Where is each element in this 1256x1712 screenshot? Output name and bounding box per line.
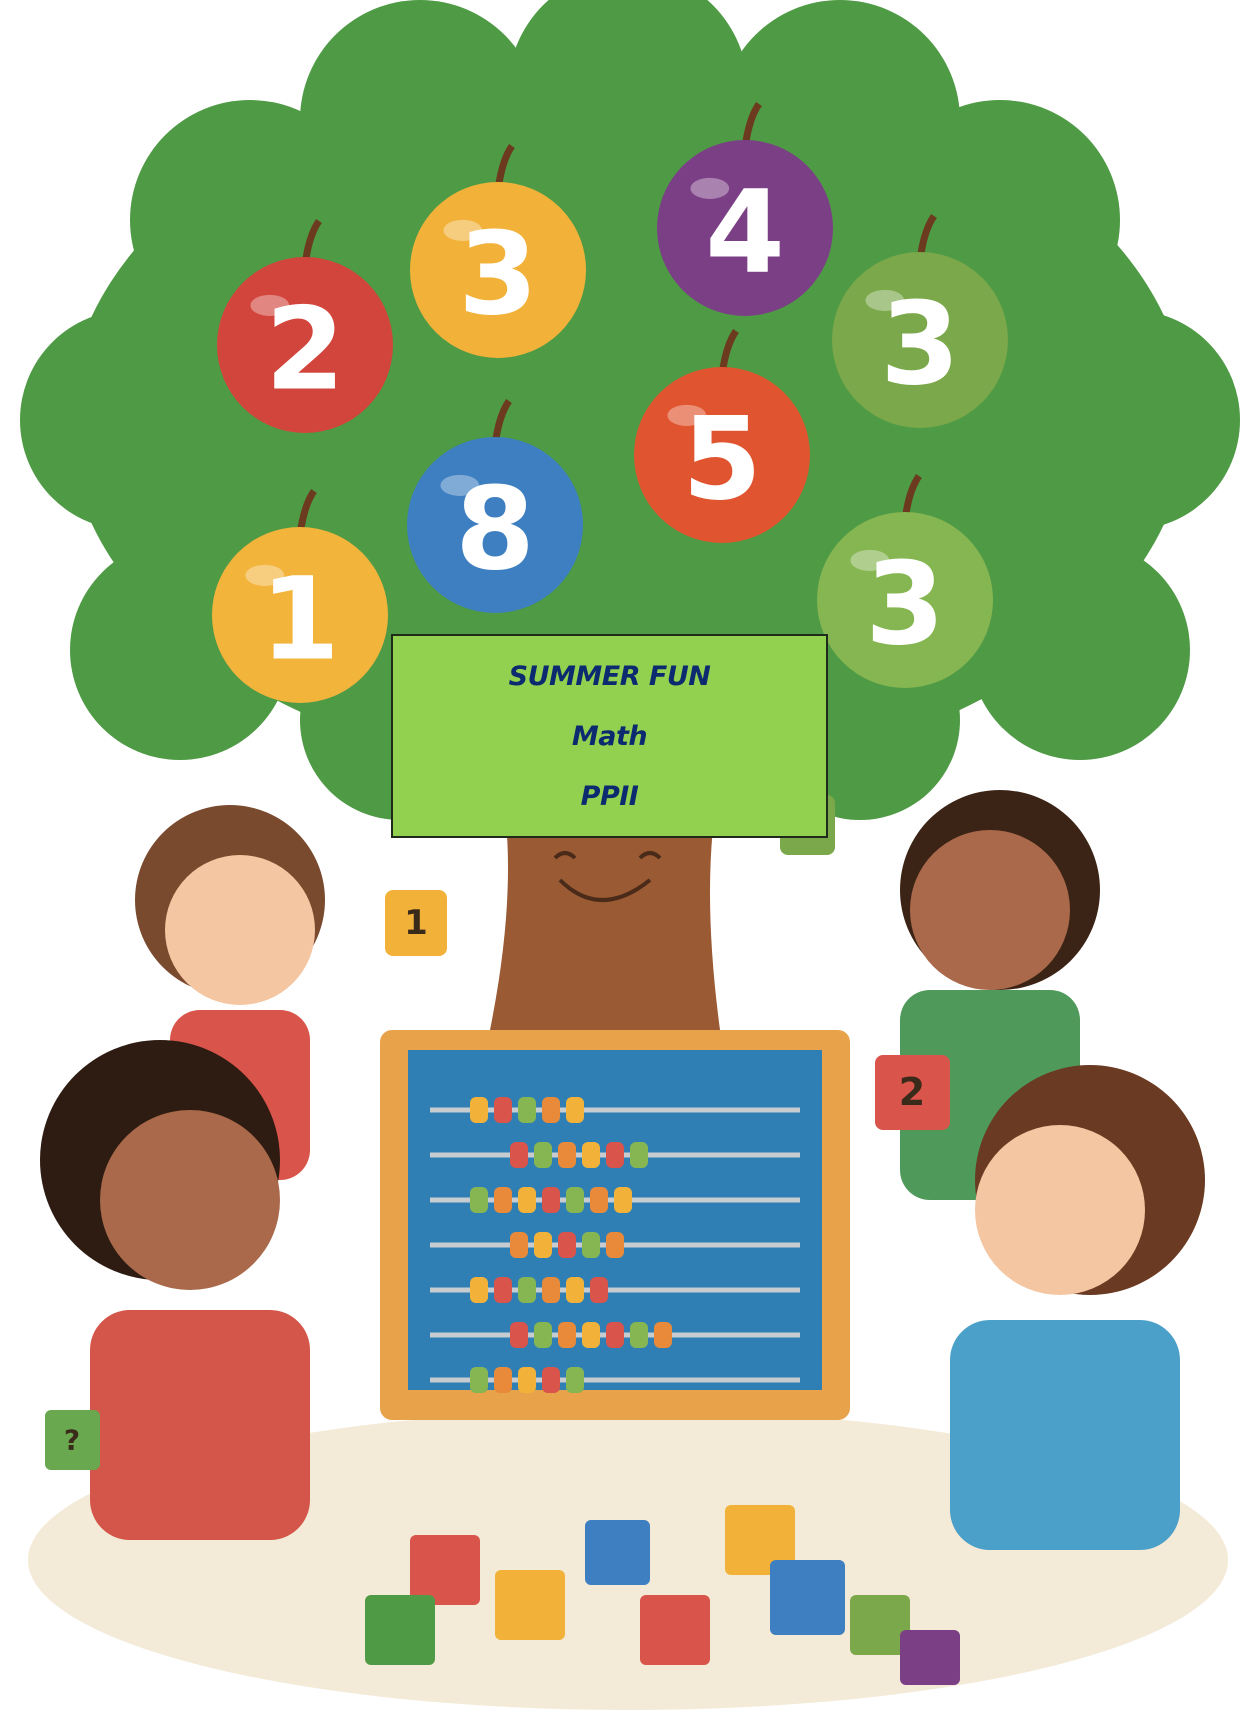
abacus-bead xyxy=(558,1142,576,1168)
floor-block-mark: ? xyxy=(63,1423,81,1457)
apple-number: 8 xyxy=(455,462,535,596)
abacus-bead xyxy=(518,1277,536,1303)
abacus-bead xyxy=(470,1367,488,1393)
abacus-bead xyxy=(542,1097,560,1123)
apple-number: 3 xyxy=(458,207,538,341)
abacus-bead xyxy=(470,1277,488,1303)
abacus-bead xyxy=(606,1142,624,1168)
apple-number: 3 xyxy=(880,277,960,411)
abacus-bead xyxy=(566,1097,584,1123)
apple-number: 3 xyxy=(865,537,945,671)
abacus-bead xyxy=(470,1187,488,1213)
held-block-3 xyxy=(875,1055,950,1130)
cover-title-box xyxy=(391,634,828,838)
abacus-bead xyxy=(518,1367,536,1393)
abacus-bead xyxy=(614,1187,632,1213)
abacus-bead xyxy=(510,1142,528,1168)
abacus-bead xyxy=(630,1142,648,1168)
abacus-bead xyxy=(630,1322,648,1348)
abacus-bead xyxy=(558,1322,576,1348)
abacus-bead xyxy=(494,1367,512,1393)
child-bottom-right xyxy=(950,1065,1205,1550)
abacus-bead xyxy=(582,1322,600,1348)
apple-number: 1 xyxy=(260,552,340,686)
abacus-bead xyxy=(606,1322,624,1348)
abacus xyxy=(380,1030,850,1420)
cover-title: SUMMER FUN xyxy=(508,660,711,692)
abacus-bead xyxy=(534,1142,552,1168)
cover-level: PPII xyxy=(580,780,639,812)
held-block-3-number: 2 xyxy=(898,1070,926,1114)
abacus-bead xyxy=(494,1277,512,1303)
abacus-bead xyxy=(558,1232,576,1258)
held-block-1-number: 1 xyxy=(404,903,428,943)
held-block-1 xyxy=(385,890,447,956)
abacus-bead xyxy=(654,1322,672,1348)
abacus-bead xyxy=(494,1097,512,1123)
abacus-bead xyxy=(542,1187,560,1213)
abacus-bead xyxy=(510,1232,528,1258)
abacus-bead xyxy=(582,1142,600,1168)
abacus-bead xyxy=(510,1322,528,1348)
abacus-bead xyxy=(590,1277,608,1303)
abacus-bead xyxy=(542,1277,560,1303)
abacus-bead xyxy=(582,1232,600,1258)
abacus-bead xyxy=(534,1322,552,1348)
abacus-bead xyxy=(494,1187,512,1213)
abacus-bead xyxy=(606,1232,624,1258)
abacus-bead xyxy=(590,1187,608,1213)
apple-number: 4 xyxy=(705,165,785,299)
apple-number: 5 xyxy=(682,392,762,526)
abacus-bead xyxy=(518,1097,536,1123)
abacus-bead xyxy=(470,1097,488,1123)
abacus-bead xyxy=(542,1367,560,1393)
abacus-bead xyxy=(534,1232,552,1258)
abacus-bead xyxy=(566,1277,584,1303)
abacus-bead xyxy=(518,1187,536,1213)
abacus-bead xyxy=(566,1187,584,1213)
cover-subject: Math xyxy=(571,720,648,752)
apple-number: 2 xyxy=(265,282,345,416)
abacus-bead xyxy=(566,1367,584,1393)
